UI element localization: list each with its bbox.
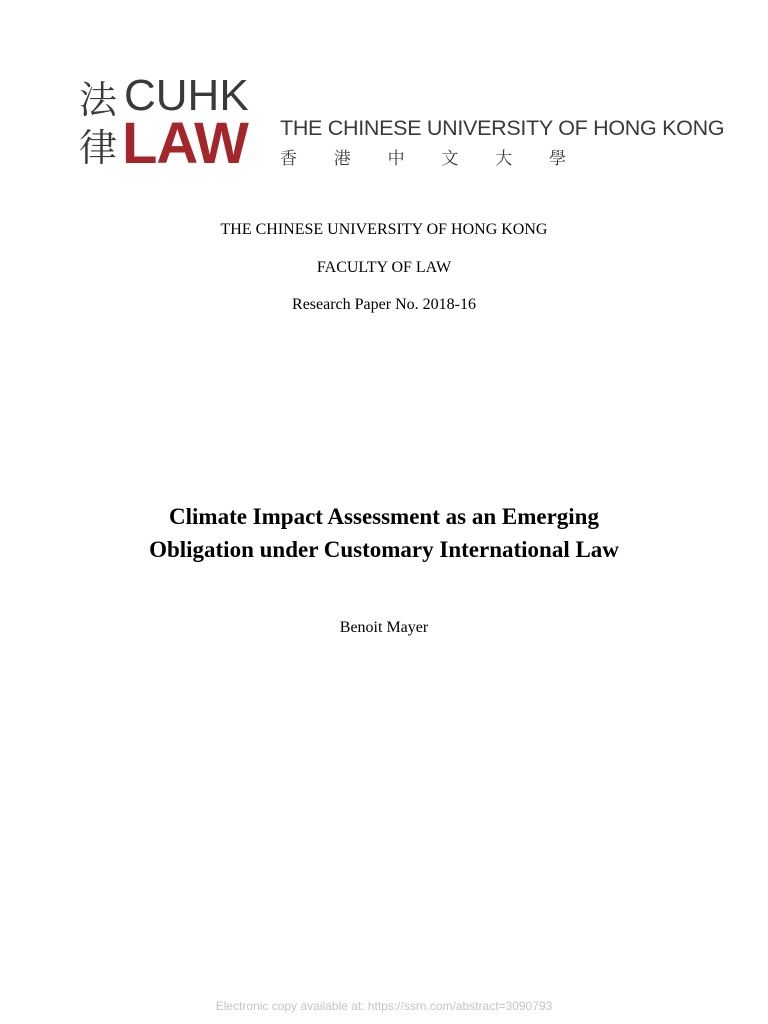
institution-name: THE CHINESE UNIVERSITY OF HONG KONG bbox=[220, 221, 548, 238]
cuhk-law-logo bbox=[72, 70, 725, 182]
paper-title-line: Obligation under Customary International Law bbox=[149, 537, 619, 562]
research-paper-number: Research Paper No. 2018-16 bbox=[292, 296, 476, 313]
logo-zh-char: 港 bbox=[333, 149, 351, 169]
paper-title bbox=[0, 500, 768, 566]
ssrn-footer: Electronic copy available at: https://ssrn.com/abstract=3090793 bbox=[215, 999, 553, 1013]
logo-zh-char: 香 bbox=[280, 149, 297, 169]
logo-cuhk-text: CUHK bbox=[124, 71, 249, 120]
paper-title-line: Climate Impact Assessment as an Emerging bbox=[169, 504, 599, 529]
logo-university-chinese bbox=[280, 148, 566, 170]
logo-cjk-char: 法 bbox=[78, 78, 117, 122]
logo-university-english: THE CHINESE UNIVERSITY OF HONG KONG bbox=[280, 116, 725, 140]
logo-zh-char: 中 bbox=[387, 149, 405, 169]
logo-law-text: LAW bbox=[122, 111, 248, 176]
logo-zh-char: 文 bbox=[441, 149, 459, 169]
logo-cjk-characters bbox=[76, 76, 120, 172]
logo-zh-char: 大 bbox=[495, 149, 513, 169]
logo-cjk-char: 律 bbox=[78, 126, 117, 170]
logo-zh-char: 學 bbox=[548, 149, 566, 169]
paper-author: Benoit Mayer bbox=[339, 619, 429, 636]
faculty-name: FACULTY OF LAW bbox=[316, 259, 452, 276]
